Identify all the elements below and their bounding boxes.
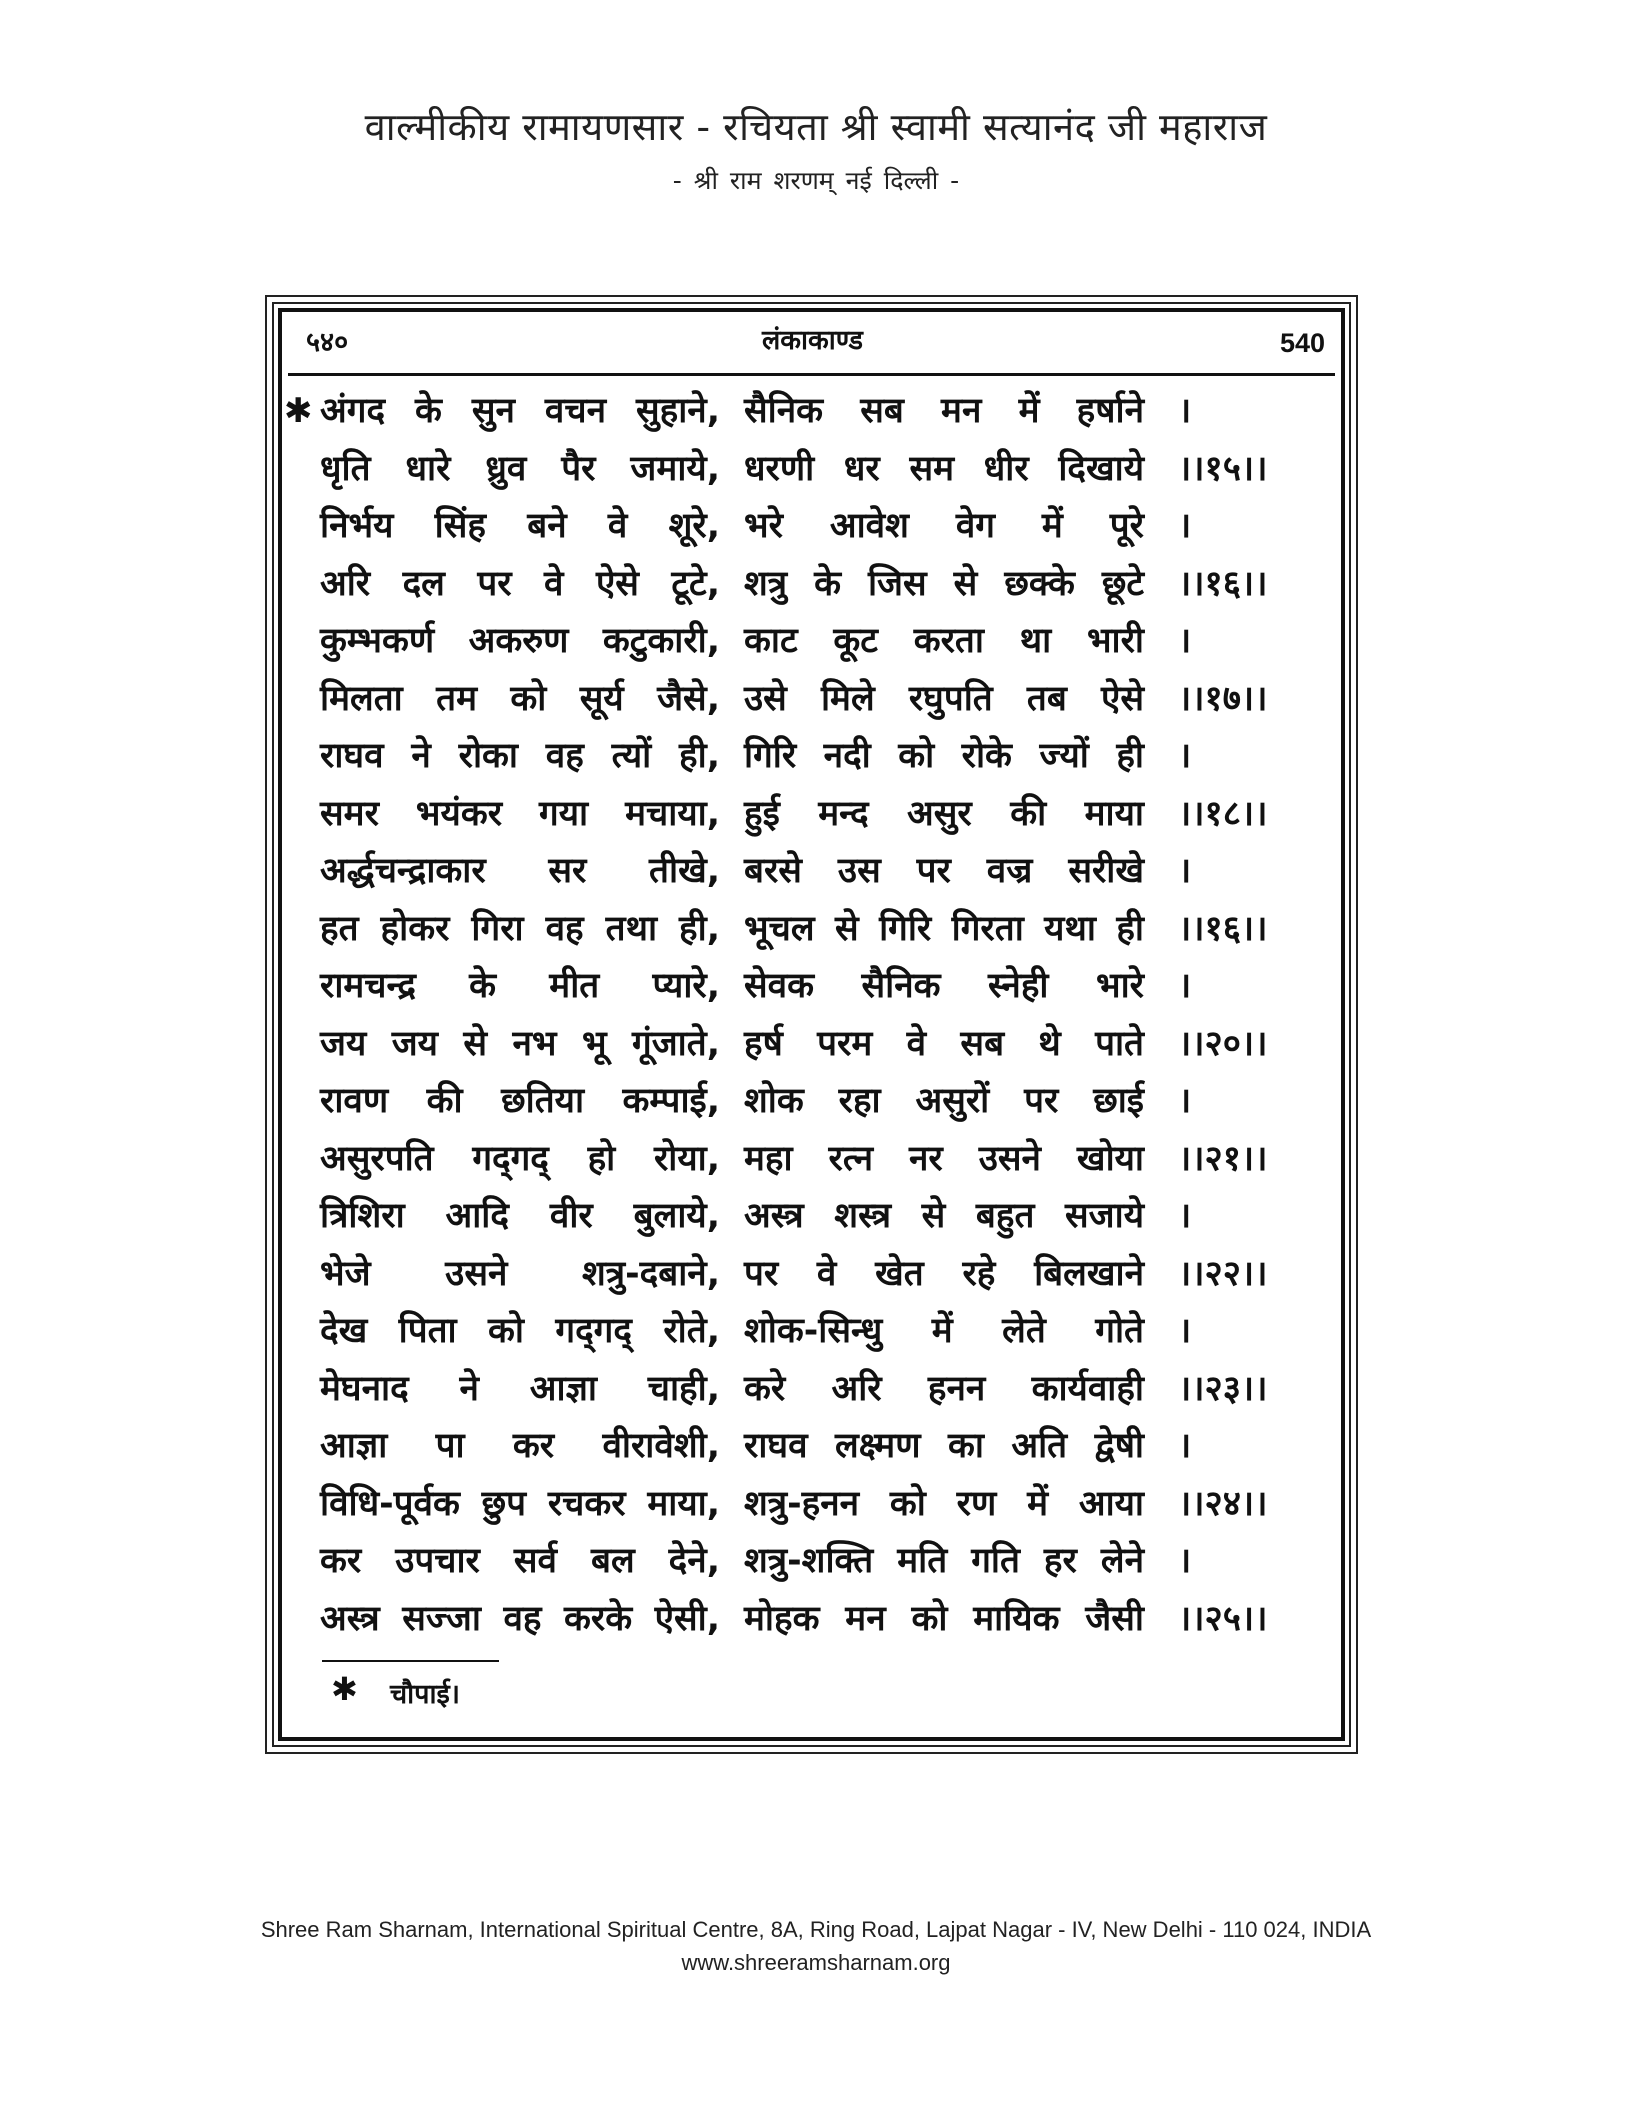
- verse-first-half: रामचन्द्र के मीत प्यारे,: [320, 966, 720, 1006]
- verse-number: ।।२३।।: [1178, 1368, 1268, 1409]
- verse-line: [0, 1303, 1632, 1359]
- verse-number: ।: [1178, 506, 1192, 546]
- verse-first-half: राघव ने रोका वह त्यों ही,: [320, 736, 720, 776]
- verse-line: [0, 843, 1632, 899]
- verse-number: ।: [1178, 1081, 1192, 1121]
- verse-second-half: हुई मन्द असुर की माया: [744, 793, 1144, 834]
- footnote-star-icon: ✱: [331, 1670, 358, 1708]
- verse-number: ।।२२।।: [1178, 1253, 1268, 1294]
- verse-line: [0, 1361, 1632, 1417]
- verse-line: [0, 786, 1632, 842]
- verse-second-half: शत्रु-शक्ति मति गति हर लेने: [744, 1541, 1144, 1581]
- header-divider: [288, 373, 1335, 376]
- verse-line: [0, 1418, 1632, 1474]
- verse-line: [0, 498, 1632, 554]
- verse-line: [0, 901, 1632, 957]
- verse-second-half: धरणी धर सम धीर दिखाये: [744, 448, 1144, 489]
- verse-second-half: भूचल से गिरि गिरता यथा ही: [744, 908, 1144, 949]
- verse-first-half: समर भयंकर गया मचाया,: [320, 793, 720, 834]
- verse-second-half: काट कूट करता था भारी: [744, 621, 1144, 661]
- verse-number: ।।२०।।: [1178, 1023, 1268, 1064]
- verse-first-half: धृति धारे ध्रुव पैर जमाये,: [320, 448, 720, 489]
- verse-number: ।।२१।।: [1178, 1138, 1268, 1179]
- verse-number: ।: [1178, 1196, 1192, 1236]
- verse-first-half: रावण की छतिया कम्पाई,: [320, 1081, 720, 1121]
- verse-first-half: भेजे उसने शत्रु-दबाने,: [320, 1253, 720, 1294]
- verse-second-half: मोहक मन को मायिक जैसी: [744, 1598, 1144, 1639]
- verse-number: ।।१६।।: [1178, 908, 1268, 949]
- verse-line: [0, 613, 1632, 669]
- verse-first-half: कर उपचार सर्व बल देने,: [320, 1541, 720, 1581]
- verse-first-half: कुम्भकर्ण अकरुण कटुकारी,: [320, 621, 720, 661]
- verse-second-half: पर वे खेत रहे बिलखाने: [744, 1253, 1144, 1294]
- verse-number: ।।२५।।: [1178, 1598, 1268, 1639]
- verse-first-half: अर्द्धचन्द्राकार सर तीखे,: [320, 851, 720, 891]
- footer-website[interactable]: www.shreeramsharnam.org: [681, 1950, 951, 1975]
- page-number-devanagari: ५४०: [306, 327, 349, 358]
- verse-number: ।: [1178, 1311, 1192, 1351]
- verse-second-half: करे अरि हनन कार्यवाही: [744, 1368, 1144, 1409]
- verse-line: [0, 1188, 1632, 1244]
- verse-number: ।।१७।।: [1178, 678, 1268, 719]
- verse-line: [0, 1533, 1632, 1589]
- verse-second-half: भरे आवेश वेग में पूरे: [744, 506, 1144, 546]
- verse-number: ।: [1178, 1426, 1192, 1466]
- footnote-text: चौपाई।: [390, 1679, 460, 1710]
- verse-first-half: अस्त्र सज्जा वह करके ऐसी,: [320, 1598, 720, 1639]
- verse-line: [0, 1016, 1632, 1072]
- verse-second-half: गिरि नदी को रोके ज्यों ही: [744, 736, 1144, 776]
- verse-line: [0, 1073, 1632, 1129]
- verse-second-half: महा रत्न नर उसने खोया: [744, 1138, 1144, 1179]
- verse-number: ।।१६।।: [1178, 563, 1268, 604]
- verse-first-half: विधि-पूर्वक छुप रचकर माया,: [320, 1483, 720, 1524]
- page-header-row: [300, 320, 1325, 362]
- footnote-divider: [322, 1660, 499, 1662]
- verse-number: ।: [1178, 391, 1192, 431]
- verse-second-half: सैनिक सब मन में हर्षाने: [744, 391, 1144, 431]
- verse-second-half: शोक रहा असुरों पर छाई: [744, 1081, 1144, 1121]
- verse-line: [0, 1591, 1632, 1647]
- verse-number: ।: [1178, 621, 1192, 661]
- verse-number: ।: [1178, 736, 1192, 776]
- section-title: लंकाकाण्ड: [761, 325, 864, 356]
- verse-second-half: हर्ष परम वे सब थे पाते: [744, 1023, 1144, 1064]
- document-subtitle: - श्री राम शरणम् नई दिल्ली -: [672, 166, 960, 195]
- verse-line: [0, 671, 1632, 727]
- verse-first-half: असुरपति गद्‌गद् हो रोया,: [320, 1138, 720, 1179]
- verse-line: [0, 728, 1632, 784]
- verse-first-half: निर्भय सिंह बने वे शूरे,: [320, 506, 720, 546]
- verse-number: ।: [1178, 851, 1192, 891]
- verse-first-half: हत होकर गिरा वह तथा ही,: [320, 908, 720, 949]
- verse-line: [0, 441, 1632, 497]
- verse-first-half: देख पिता को गद्‌गद् रोते,: [320, 1311, 720, 1351]
- verse-second-half: शत्रु-हनन को रण में आया: [744, 1483, 1144, 1524]
- verse-second-half: अस्त्र शस्त्र से बहुत सजाये: [744, 1196, 1144, 1236]
- verse-line: [0, 1246, 1632, 1302]
- verse-first-half: आज्ञा पा कर वीरावेशी,: [320, 1426, 720, 1466]
- verse-first-half: अंगद के सुन वचन सुहाने,: [320, 391, 720, 431]
- verse-second-half: सेवक सैनिक स्नेही भारे: [744, 966, 1144, 1006]
- verse-second-half: शोक-सिन्धु में लेते गोते: [744, 1311, 1144, 1351]
- verse-first-half: अरि दल पर वे ऐसे टूटे,: [320, 563, 720, 604]
- verse-first-half: जय जय से नभ भू गूंजाते,: [320, 1023, 720, 1064]
- footer-address: Shree Ram Sharnam, International Spiritual Centre, 8A, Ring Road, Lajpat Nagar - IV, New Delhi - 110 024, INDIA: [260, 1917, 1372, 1942]
- verse-second-half: बरसे उस पर वज्र सरीखे: [744, 851, 1144, 891]
- verse-number: ।: [1178, 966, 1192, 1006]
- verse-line: [0, 1131, 1632, 1187]
- verse-line: [0, 383, 1632, 439]
- verse-number: ।।१८।।: [1178, 793, 1268, 834]
- page-number-arabic: 540: [1279, 328, 1325, 358]
- verse-marker-icon: ✱: [284, 391, 313, 431]
- verse-second-half: राघव लक्ष्मण का अति द्वेषी: [744, 1426, 1144, 1466]
- verse-first-half: त्रिशिरा आदि वीर बुलाये,: [320, 1196, 720, 1236]
- verse-number: ।।२४।।: [1178, 1483, 1268, 1524]
- verse-number: ।: [1178, 1541, 1192, 1581]
- verse-first-half: मिलता तम को सूर्य जैसे,: [320, 678, 720, 719]
- verse-number: ।।१५।।: [1178, 448, 1268, 489]
- document-title: वाल्मीकीय रामायणसार - रचियता श्री स्वामी सत्यानंद जी महाराज: [364, 105, 1268, 149]
- verse-first-half: मेघनाद ने आज्ञा चाही,: [320, 1368, 720, 1409]
- verse-second-half: उसे मिले रघुपति तब ऐसे: [744, 678, 1144, 719]
- verse-second-half: शत्रु के जिस से छक्के छूटे: [744, 563, 1144, 604]
- verse-line: [0, 958, 1632, 1014]
- verse-line: [0, 1476, 1632, 1532]
- verse-line: [0, 556, 1632, 612]
